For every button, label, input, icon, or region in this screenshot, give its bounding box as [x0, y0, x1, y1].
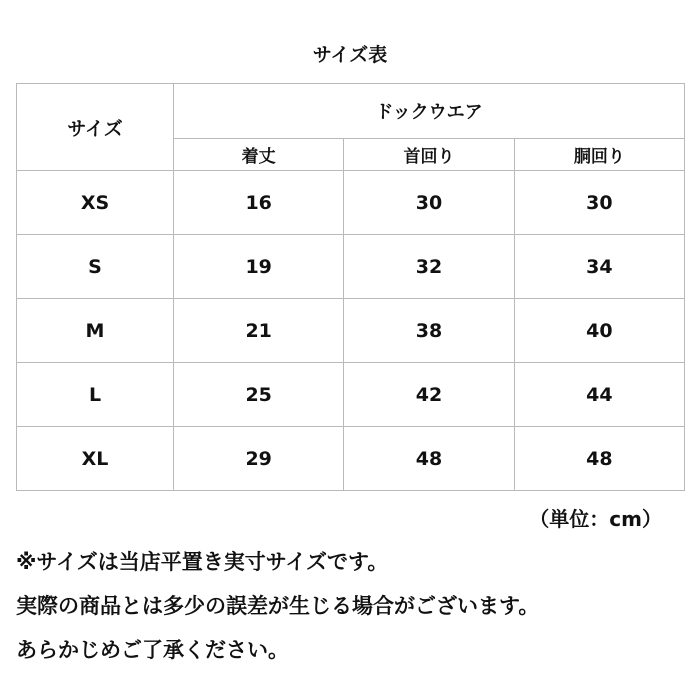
size-column-header: サイズ — [17, 84, 174, 171]
table-row — [17, 363, 685, 427]
chest-cell: 34 — [514, 235, 684, 299]
length-cell: 21 — [174, 299, 344, 363]
page-title: サイズ表 — [312, 44, 388, 66]
size-cell: L — [17, 363, 174, 427]
neck-cell: 42 — [344, 363, 514, 427]
neck-cell: 48 — [344, 427, 514, 491]
length-cell: 16 — [174, 171, 344, 235]
header-row — [17, 84, 685, 139]
chest-cell: 48 — [514, 427, 684, 491]
neck-cell: 30 — [344, 171, 514, 235]
neck-cell: 32 — [344, 235, 514, 299]
chest-cell: 30 — [514, 171, 684, 235]
length-cell: 19 — [174, 235, 344, 299]
size-cell: XL — [17, 427, 174, 491]
size-cell: S — [17, 235, 174, 299]
table-row — [17, 299, 685, 363]
column-header-chest: 胴回り — [514, 139, 684, 171]
size-table — [16, 83, 685, 491]
unit-label: （単位：cm） — [529, 507, 662, 531]
column-header-neck: 首回り — [344, 139, 514, 171]
table-row — [17, 171, 685, 235]
group-header: ドックウエア — [174, 84, 685, 139]
chest-cell: 40 — [514, 299, 684, 363]
chest-cell: 44 — [514, 363, 684, 427]
column-header-length: 着丈 — [174, 139, 344, 171]
table-row — [17, 427, 685, 491]
note-line: あらかじめご了承ください。 — [16, 638, 289, 662]
table-row — [17, 235, 685, 299]
note-line: 実際の商品とは多少の誤差が生じる場合がございます。 — [16, 594, 540, 618]
size-cell: M — [17, 299, 174, 363]
notes — [16, 540, 686, 672]
length-cell: 29 — [174, 427, 344, 491]
length-cell: 25 — [174, 363, 344, 427]
neck-cell: 38 — [344, 299, 514, 363]
note-line: ※サイズは当店平置き実寸サイズです。 — [16, 550, 389, 574]
size-cell: XS — [17, 171, 174, 235]
